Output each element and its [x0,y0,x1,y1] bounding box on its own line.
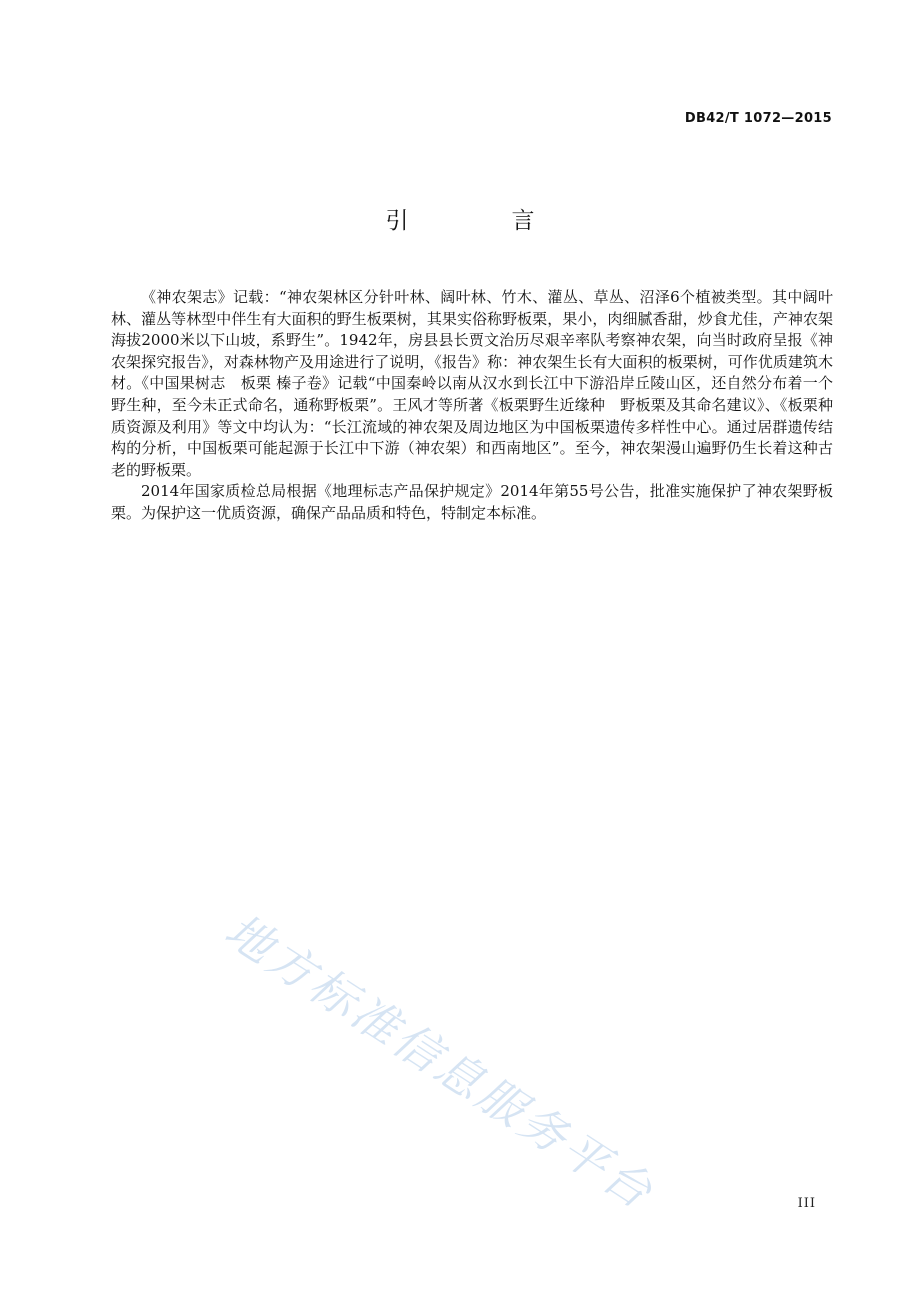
page-title: 引 言 [385,208,575,234]
paragraph-history: 《神农架志》记载：“神农架林区分针叶林、阔叶林、竹木、灌丛、草丛、沼泽6个植被类型。其中阔叶林、灌丛等林型中伴生有大面积的野生板栗树，其果实俗称野板栗，果小，肉细腻香甜，炒食尤佳，产神农架海拔2000米以下山坡，系野生”。1942年，房县县长贾文治历尽艰辛率队考察神农架，向当时政府呈报《神农架探究报告》，对森林物产及用途进行了说明，《报告》称：神农架生长有大面积的板栗树，可作优质建筑木材。《中国果树志 板栗 榛子卷》记载“中国秦岭以南从汉水到长江中下游沿岸丘陵山区，还自然分布着一个野生种，至今未正式命名，通称野板栗”。王风才等所著《板栗野生近缘种 野板栗及其命名建议》、《板栗种质资源及利用》等文中均认为：“长江流域的神农架及周边地区为中国板栗遗传多样性中心。通过居群遗传结构的分析，中国板栗可能起源于长江中下游（神农架）和西南地区”。至今，神农架漫山遍野仍生长着这种古老的野板栗。 [111,288,833,479]
body-text [111,287,833,525]
page-number: III [797,1196,816,1211]
standard-code: DB42/T 1072—2015 [684,111,832,126]
watermark-text: 地方标准信息服务平台 [215,902,665,1221]
paragraph-purpose: 2014年国家质检总局根据《地理标志产品保护规定》2014年第55号公告，批准实施保护了神农架野板栗。为保护这一优质资源，确保产品品质和特色，特制定本标准。 [111,482,833,522]
